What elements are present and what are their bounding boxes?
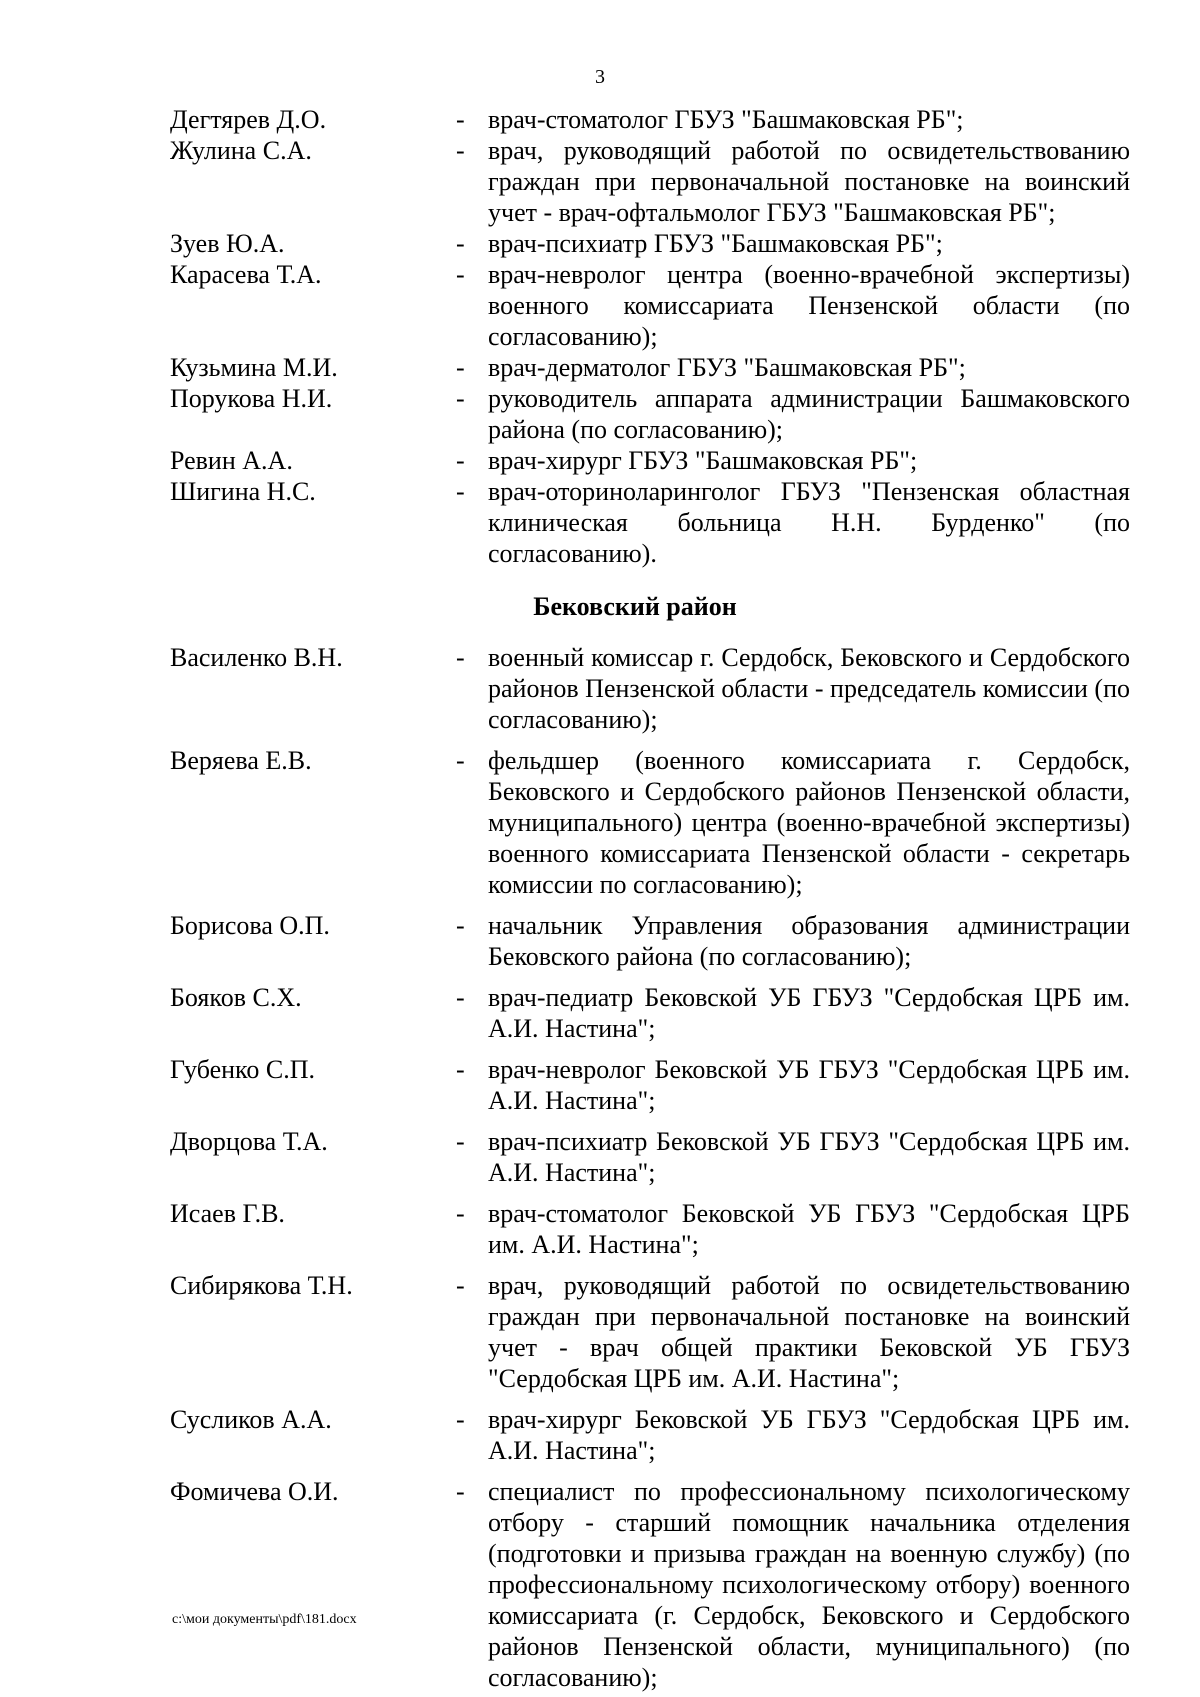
member-entry bbox=[170, 745, 1130, 900]
member-entry bbox=[170, 383, 1130, 445]
member-position: врач-педиатр Бековской УБ ГБУЗ "Сердобская ЦРБ им. А.И. Настина"; bbox=[488, 983, 1130, 1043]
entry-dash: - bbox=[456, 229, 465, 258]
member-position: врач-оториноларинголог ГБУЗ "Пензенская областная клиническая больница Н.Н. Бурденко" (по согласованию). bbox=[488, 477, 1130, 568]
entry-dash: - bbox=[456, 1127, 465, 1156]
entry-dash: - bbox=[456, 136, 465, 165]
member-name: Сибирякова Т.Н. bbox=[170, 1271, 353, 1300]
member-name: Борисова О.П. bbox=[170, 911, 330, 940]
entry-dash: - bbox=[456, 1405, 465, 1434]
member-position: фельдшер (военного комиссариата г. Сердобск, Бековского и Сердобского районов Пензенской области, муниципального) центра (военно-врачебной экспертизы) военного комиссариата Пензенской области - секретарь комиссии по согласованию); bbox=[488, 746, 1130, 899]
member-name: Сусликов А.А. bbox=[170, 1405, 332, 1434]
entry-dash: - bbox=[456, 260, 465, 289]
member-name: Василенко В.Н. bbox=[170, 643, 343, 672]
member-position: врач-психиатр Бековской УБ ГБУЗ "Сердобская ЦРБ им. А.И. Настина"; bbox=[488, 1127, 1130, 1187]
member-entry bbox=[170, 445, 1130, 476]
member-position: руководитель аппарата администрации Башмаковского района (по согласованию); bbox=[488, 384, 1130, 444]
member-name: Дворцова Т.А. bbox=[170, 1127, 328, 1156]
entry-dash: - bbox=[456, 1271, 465, 1300]
section-title: Бековский район bbox=[533, 592, 737, 621]
member-name: Дегтярев Д.О. bbox=[170, 105, 327, 134]
entry-dash: - bbox=[456, 384, 465, 413]
member-name: Жулина С.А. bbox=[170, 136, 312, 165]
member-entry bbox=[170, 1198, 1130, 1260]
entry-dash: - bbox=[456, 477, 465, 506]
member-position: врач-хирург Бековской УБ ГБУЗ "Сердобская ЦРБ им. А.И. Настина"; bbox=[488, 1405, 1130, 1465]
page-number: 3 bbox=[595, 66, 605, 88]
member-name: Веряева Е.В. bbox=[170, 746, 312, 775]
member-entry bbox=[170, 135, 1130, 228]
member-position: врач-стоматолог ГБУЗ "Башмаковская РБ"; bbox=[488, 105, 964, 134]
member-position: начальник Управления образования администрации Бековского района (по согласованию); bbox=[488, 911, 1130, 971]
member-name: Карасева Т.А. bbox=[170, 260, 322, 289]
member-name: Ревин А.А. bbox=[170, 446, 293, 475]
file-path-footer: c:\мои документы\pdf\181.docx bbox=[172, 1612, 357, 1627]
member-position: врач, руководящий работой по освидетельствованию граждан при первоначальной постановке на воинский учет - врач общей практики Бековской УБ ГБУЗ "Сердобская ЦРБ им. А.И. Настина"; bbox=[488, 1271, 1130, 1393]
document-body bbox=[170, 104, 1130, 1693]
member-name: Шигина Н.С. bbox=[170, 477, 316, 506]
member-entry bbox=[170, 642, 1130, 735]
member-position: врач-хирург ГБУЗ "Башмаковская РБ"; bbox=[488, 446, 918, 475]
entry-dash: - bbox=[456, 911, 465, 940]
member-entry bbox=[170, 352, 1130, 383]
member-entry bbox=[170, 1404, 1130, 1466]
entry-dash: - bbox=[456, 353, 465, 382]
member-entry bbox=[170, 982, 1130, 1044]
member-entry bbox=[170, 228, 1130, 259]
member-position: специалист по профессиональному психологическому отбору - старший помощник начальника отделения (подготовки и призыва граждан на военную службу) (по профессиональному психологическому отбору) военного комиссариата (г. Сердобск, Бековского и Сердобского районов Пензенской области, муниципального) (по согласованию); bbox=[488, 1477, 1130, 1692]
member-position: врач-дерматолог ГБУЗ "Башмаковская РБ"; bbox=[488, 353, 966, 382]
member-name: Исаев Г.В. bbox=[170, 1199, 285, 1228]
member-entry bbox=[170, 1270, 1130, 1394]
member-position: врач-психиатр ГБУЗ "Башмаковская РБ"; bbox=[488, 229, 943, 258]
member-name: Губенко С.П. bbox=[170, 1055, 315, 1084]
member-name: Бояков С.Х. bbox=[170, 983, 302, 1012]
entry-dash: - bbox=[456, 1055, 465, 1084]
member-position: врач-стоматолог Бековской УБ ГБУЗ "Сердобская ЦРБ им. А.И. Настина"; bbox=[488, 1199, 1130, 1259]
member-entry bbox=[170, 1054, 1130, 1116]
entry-dash: - bbox=[456, 1199, 465, 1228]
member-position: военный комиссар г. Сердобск, Бековского и Сердобского районов Пензенской области - председатель комиссии (по согласованию); bbox=[488, 643, 1130, 734]
member-list-bashmakovsky bbox=[170, 104, 1130, 569]
member-name: Кузьмина М.И. bbox=[170, 353, 338, 382]
member-entry bbox=[170, 259, 1130, 352]
member-list-bekovsky bbox=[170, 642, 1130, 1693]
member-name: Порукова Н.И. bbox=[170, 384, 333, 413]
member-entry bbox=[170, 910, 1130, 972]
member-name: Зуев Ю.А. bbox=[170, 229, 285, 258]
member-entry bbox=[170, 1476, 1130, 1693]
entry-dash: - bbox=[456, 446, 465, 475]
entry-dash: - bbox=[456, 983, 465, 1012]
member-position: врач, руководящий работой по освидетельствованию граждан при первоначальной постановке на воинский учет - врач-офтальмолог ГБУЗ "Башмаковская РБ"; bbox=[488, 136, 1130, 227]
member-entry bbox=[170, 1126, 1130, 1188]
entry-dash: - bbox=[456, 105, 465, 134]
member-entry bbox=[170, 476, 1130, 569]
member-name: Фомичева О.И. bbox=[170, 1477, 339, 1506]
member-position: врач-невролог центра (военно-врачебной экспертизы) военного комиссариата Пензенской области (по согласованию); bbox=[488, 260, 1130, 351]
member-entry bbox=[170, 104, 1130, 135]
entry-dash: - bbox=[456, 746, 465, 775]
entry-dash: - bbox=[456, 643, 465, 672]
entry-dash: - bbox=[456, 1477, 465, 1506]
member-position: врач-невролог Бековской УБ ГБУЗ "Сердобская ЦРБ им. А.И. Настина"; bbox=[488, 1055, 1130, 1115]
